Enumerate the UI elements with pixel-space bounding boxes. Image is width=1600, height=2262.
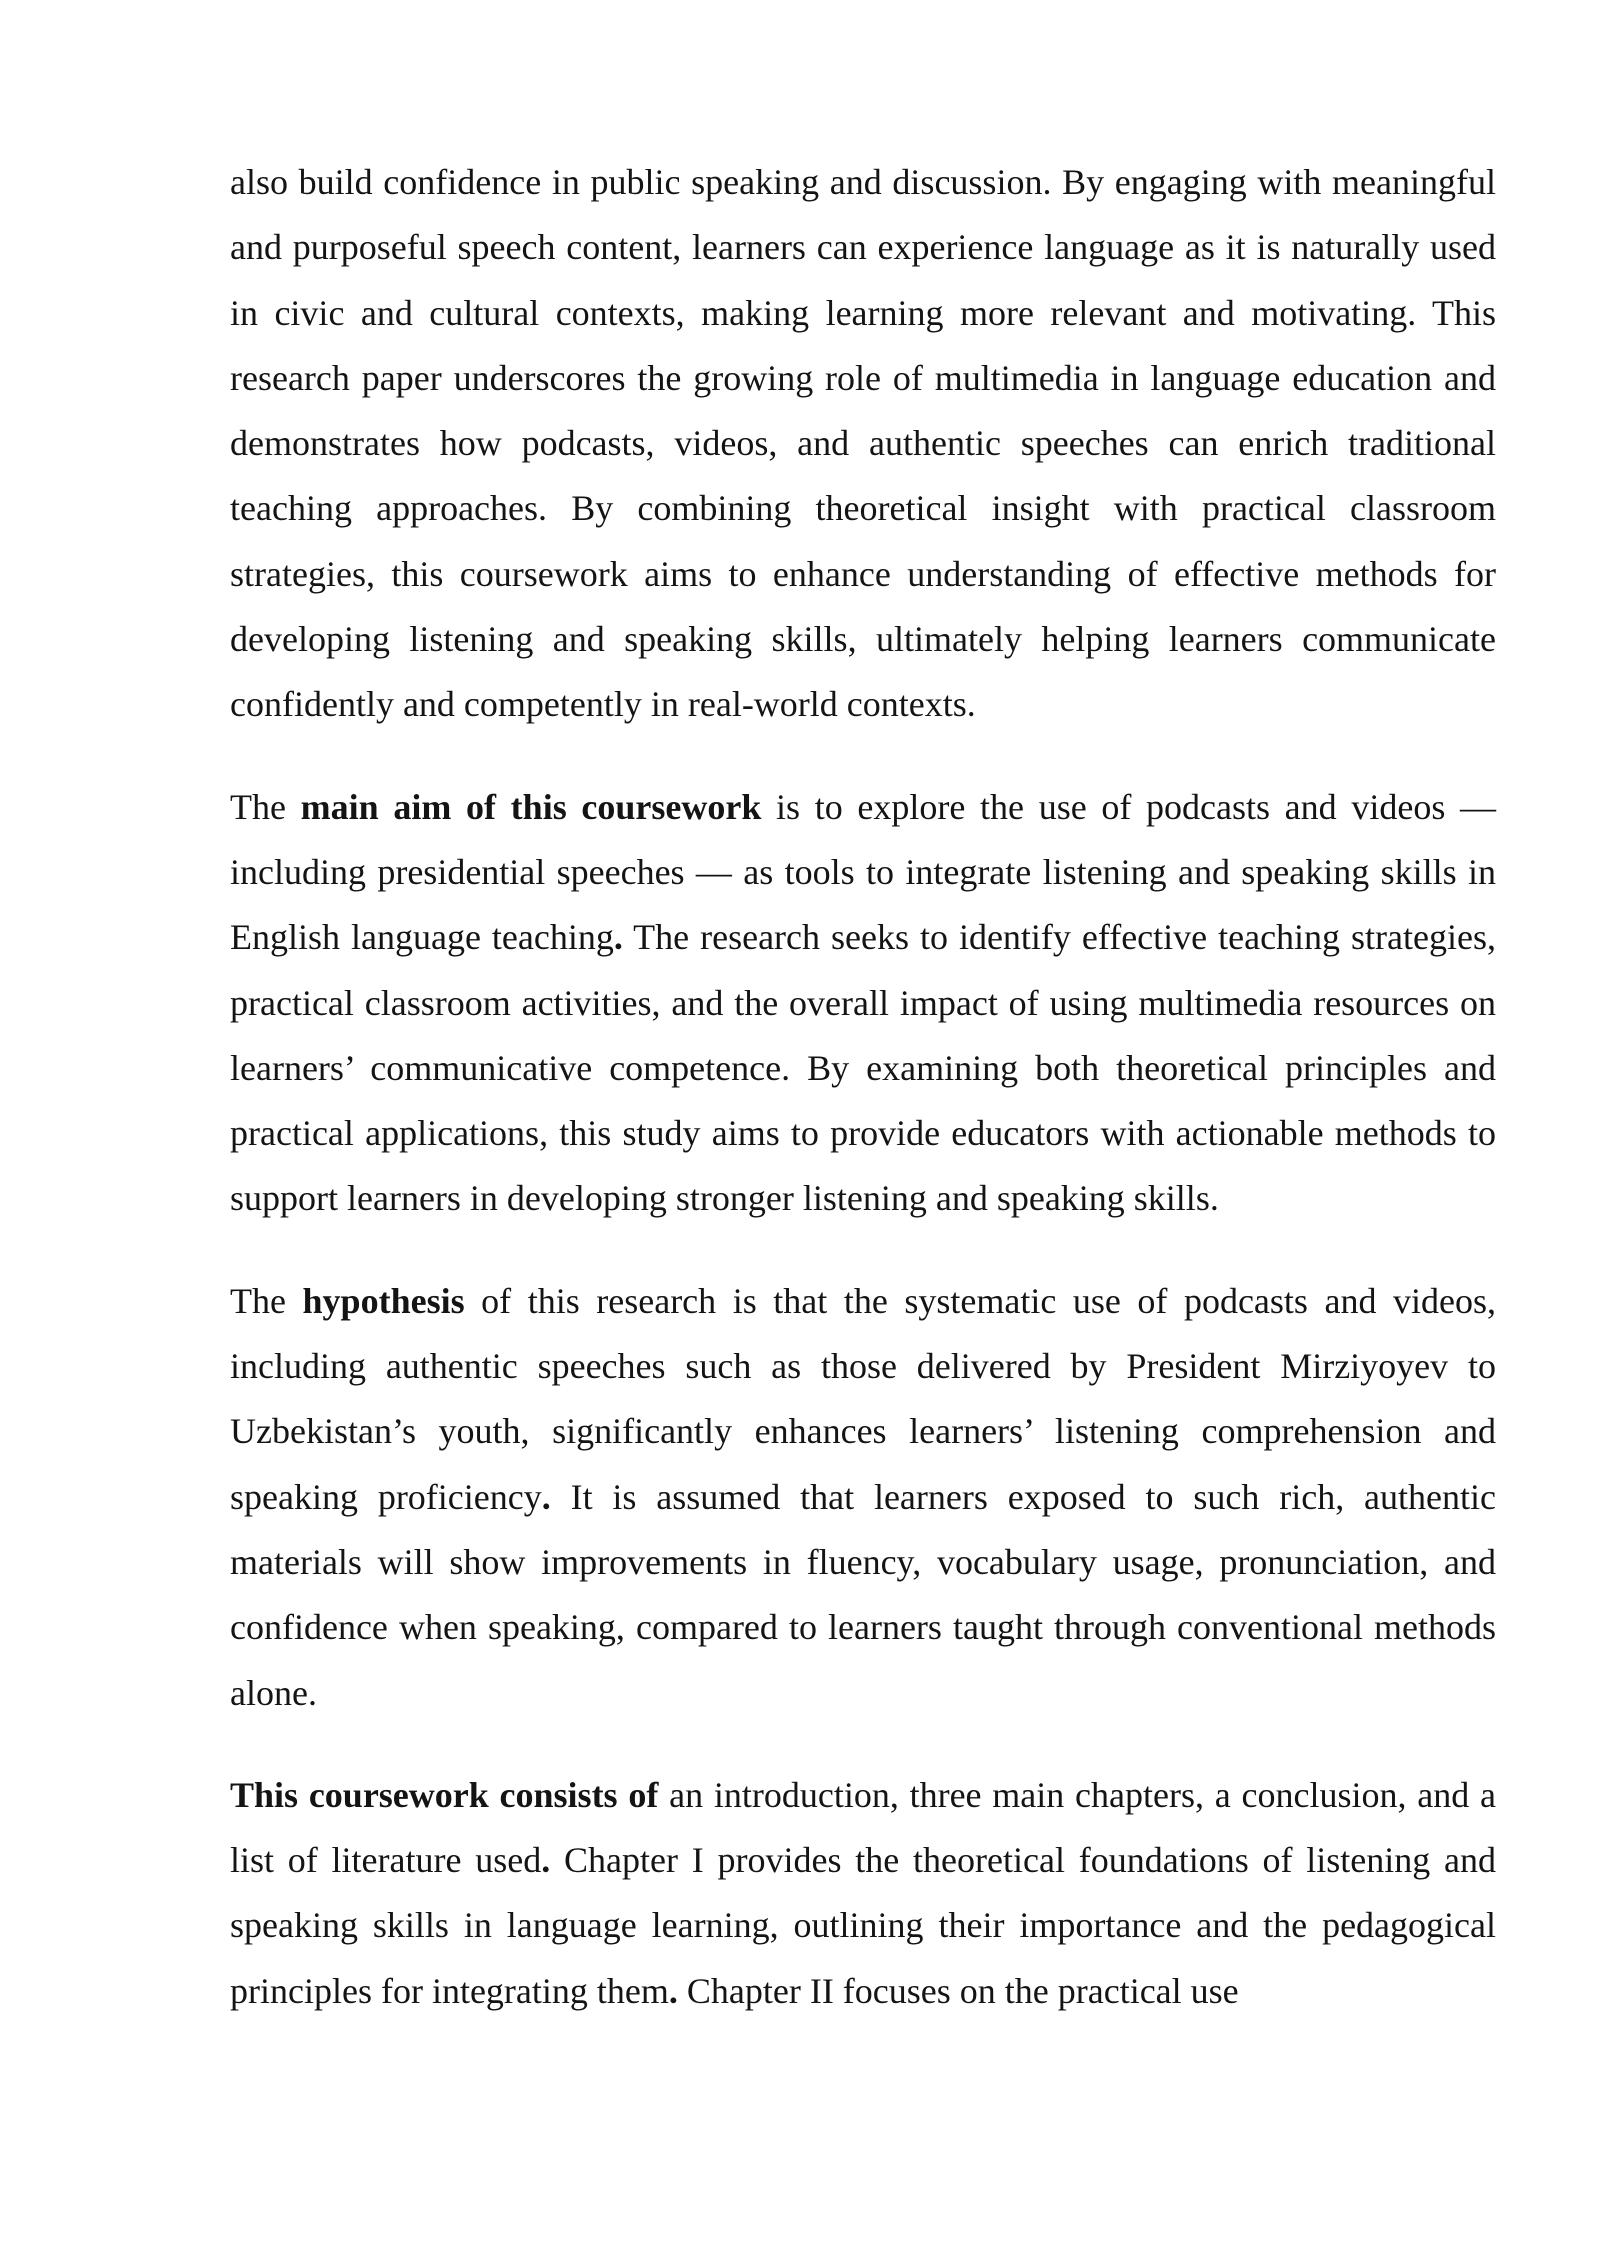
paragraph-text: Chapter II focuses on the practical use bbox=[677, 1970, 1239, 2011]
paragraph-text: is to explore the use of podcasts and videos — including presidential speeches — as tools to integrate listening and speaking skills in English language teaching bbox=[230, 786, 1497, 958]
paragraph-text: Chapter I provides the theoretical foundations of listening and speaking skills in language learning, outlining their importance and the pedagogical principles for integrating them bbox=[230, 1840, 1496, 2011]
bold-period: . bbox=[541, 1476, 551, 1517]
bold-period: . bbox=[613, 917, 623, 958]
bold-period: . bbox=[541, 1840, 551, 1881]
bold-phrase: hypothesis bbox=[302, 1280, 465, 1321]
document-body bbox=[230, 150, 1496, 2061]
paragraph-text: of this research is that the systematic use of podcasts and videos, including authentic speeches such as those delivered by President Mirziyoyev to Uzbekistan’s youth, significantly enhances learners’ listening comprehension and speaking proficiency bbox=[230, 1280, 1497, 1517]
paragraph-text: It is assumed that learners exposed to such rich, authentic materials will show improvements in fluency, vocabulary usage, pronunciation, and confidence when speaking, compared to learners taught through conventional methods alone. bbox=[230, 1476, 1496, 1713]
paragraph-hypothesis bbox=[230, 1269, 1496, 1726]
bold-period: . bbox=[668, 1970, 678, 2011]
paragraph-text: The research seeks to identify effective teaching strategies, practical classroom activities, and the overall impact of using multimedia resources on learners’ communicative competence. By examining both theoretical principles and practical applications, this study aims to provide educators with actionable methods to support learners in developing stronger listening and speaking skills. bbox=[230, 917, 1496, 1219]
paragraph-continuation bbox=[230, 150, 1496, 738]
paragraph-text: The bbox=[230, 1280, 303, 1321]
paragraph-text: also build confidence in public speaking and discussion. By engaging with meaningful and purposeful speech content, learners can experience language as it is naturally used in civic and cultural contexts, making learning more relevant and motivating. This research paper underscores the growing role of multimedia in language education and demonstrates how podcasts, videos, and authentic speeches can enrich traditional teaching approaches. By combining theoretical insight with practical classroom strategies, this coursework aims to enhance understanding of effective methods for developing listening and speaking skills, ultimately helping learners communicate confidently and competently in real-world contexts. bbox=[230, 162, 1496, 725]
paragraph-main-aim bbox=[230, 775, 1496, 1232]
paragraph-structure bbox=[230, 1763, 1496, 2024]
paragraph-text: an introduction, three main chapters, a conclusion, and a list of literature used bbox=[230, 1774, 1496, 1881]
bold-phrase: main aim of this coursework bbox=[300, 786, 762, 827]
paragraph-text: The bbox=[230, 786, 301, 827]
bold-phrase: This coursework consists of bbox=[230, 1774, 659, 1815]
